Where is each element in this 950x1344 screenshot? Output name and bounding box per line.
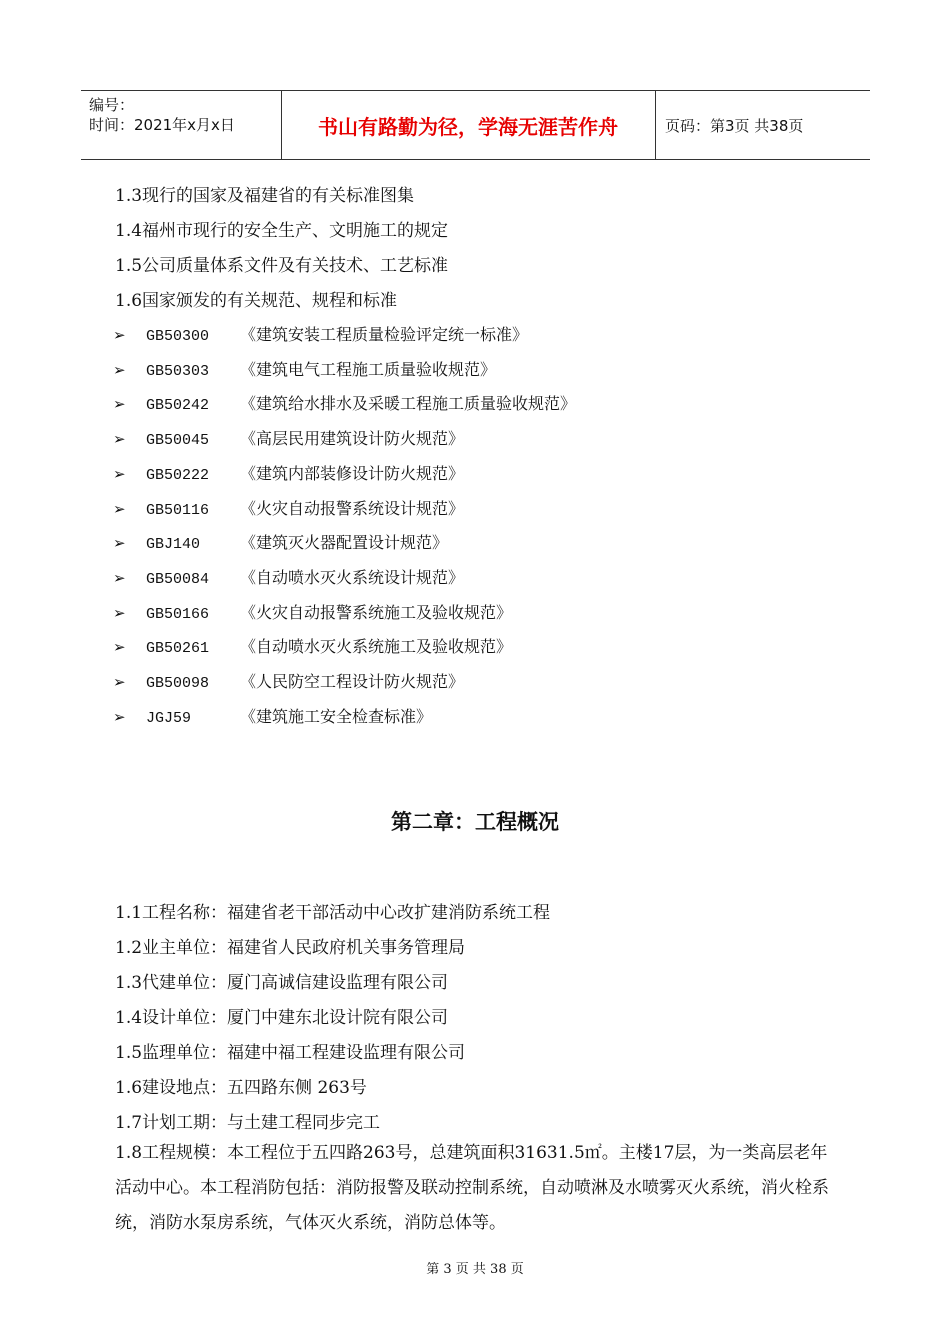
overview-item: 1.7计划工期：与土建工程同步完工 (115, 1113, 381, 1133)
standard-code: GB50303 (146, 363, 210, 380)
overview-item: 1.3代建单位：厦门高诚信建设监理有限公司 (115, 973, 449, 993)
standard-item (113, 322, 528, 345)
standard-code: GB50045 (146, 432, 210, 449)
overview-item: 1.6建设地点：五四路东侧 263号 (115, 1078, 367, 1098)
overview-item: 1.2业主单位：福建省人民政府机关事务管理局 (115, 938, 466, 958)
standard-code: GB50166 (146, 606, 210, 623)
arrow-bullet-icon: ➢ (113, 673, 126, 691)
standard-code: GB50242 (146, 397, 210, 414)
page-header (81, 90, 870, 160)
overview-item: 1.4设计单位：厦门中建东北设计院有限公司 (115, 1008, 449, 1028)
number-label: 编号： (89, 96, 135, 114)
list-item: 1.3现行的国家及福建省的有关标准图集 (115, 186, 415, 206)
standard-item (113, 565, 464, 588)
arrow-bullet-icon: ➢ (113, 361, 126, 379)
standard-item (113, 391, 576, 414)
standard-title: 《建筑电气工程施工质量验收规范》 (240, 360, 497, 379)
standard-item (113, 634, 512, 657)
overview-item: 1.1工程名称：福建省老干部活动中心改扩建消防系统工程 (115, 903, 551, 923)
standard-code: GB50098 (146, 675, 210, 692)
arrow-bullet-icon: ➢ (113, 395, 126, 413)
arrow-bullet-icon: ➢ (113, 604, 126, 622)
standard-title: 《建筑施工安全检查标准》 (240, 707, 433, 726)
standard-item (113, 461, 464, 484)
standard-title: 《自动喷水灭火系统施工及验收规范》 (240, 637, 513, 656)
list-item: 1.6国家颁发的有关规范、规程和标准 (115, 291, 398, 311)
header-divider (655, 91, 656, 159)
arrow-bullet-icon: ➢ (113, 534, 126, 552)
standard-title: 《建筑安装工程质量检验评定统一标准》 (240, 325, 529, 344)
standard-title: 《人民防空工程设计防火规范》 (240, 672, 465, 691)
scale-paragraph: 1.8工程规模：本工程位于五四路263号，总建筑面积31631.5㎡。主楼17层，为一类高层老年活动中心。本工程消防包括：消防报警及联动控制系统，自动喷淋及水喷雾灭火系统，消火栓系统，消防水泵房系统，气体灭火系统，消防总体等。 (115, 1143, 829, 1233)
arrow-bullet-icon: ➢ (113, 708, 126, 726)
arrow-bullet-icon: ➢ (113, 500, 126, 518)
standard-title: 《火灾自动报警系统设计规范》 (240, 499, 465, 518)
standard-code: GB50084 (146, 571, 210, 588)
overview-item: 1.5监理单位：福建中福工程建设监理有限公司 (115, 1043, 466, 1063)
chapter-title: 第二章：工程概况 (391, 810, 559, 834)
standard-item (113, 530, 448, 553)
standard-code: GBJ140 (146, 536, 201, 553)
page-footer: 第 3 页 共 38 页 (426, 1262, 524, 1277)
list-item: 1.5公司质量体系文件及有关技术、工艺标准 (115, 256, 449, 276)
arrow-bullet-icon: ➢ (113, 569, 126, 587)
standard-item (113, 357, 496, 380)
standard-title: 《建筑内部装修设计防火规范》 (240, 464, 465, 483)
arrow-bullet-icon: ➢ (113, 465, 126, 483)
arrow-bullet-icon: ➢ (113, 430, 126, 448)
header-left (89, 95, 235, 135)
standard-item (113, 496, 464, 519)
standard-item (113, 704, 432, 727)
standard-code: GB50261 (146, 640, 210, 657)
standard-title: 《自动喷水灭火系统设计规范》 (240, 568, 465, 587)
header-page-info: 页码：第3页 共38页 (665, 116, 804, 135)
standard-title: 《建筑给水排水及采暖工程施工质量验收规范》 (240, 394, 577, 413)
standard-title: 《火灾自动报警系统施工及验收规范》 (240, 603, 513, 622)
standard-title: 《建筑灭火器配置设计规范》 (240, 533, 449, 552)
time-label: 时间：2021年x月x日 (89, 116, 235, 134)
arrow-bullet-icon: ➢ (113, 326, 126, 344)
standard-item (113, 600, 512, 623)
list-item: 1.4福州市现行的安全生产、文明施工的规定 (115, 221, 449, 241)
standard-code: JGJ59 (146, 710, 192, 727)
standard-code: GB50300 (146, 328, 210, 345)
standard-code: GB50116 (146, 502, 210, 519)
standard-item (113, 669, 464, 692)
standard-code: GB50222 (146, 467, 210, 484)
standard-title: 《高层民用建筑设计防火规范》 (240, 429, 465, 448)
arrow-bullet-icon: ➢ (113, 638, 126, 656)
header-motto: 书山有路勤为径，学海无涯苦作舟 (318, 114, 618, 139)
standard-item (113, 426, 464, 449)
